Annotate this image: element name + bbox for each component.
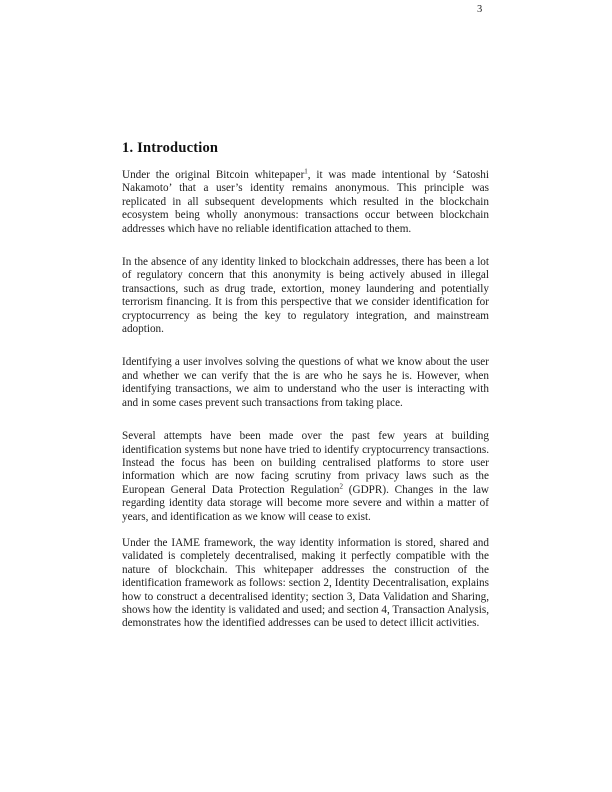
body-text xyxy=(122,169,489,631)
paragraph: Several attempts have been made over the past few years at building identification systems but none have tried to identify cryptocurrency transactions. Instead the focus has been on building centralised platforms to store user information which are now facing scrutiny from privacy laws such as the European General Data Protection Regulation$^2$ (GDPR). Changes in the law regarding identity data storage will become more severe and within a matter of years, and identification as we know will cease to exist. xyxy=(122,430,489,523)
page-content xyxy=(122,140,489,631)
footnote-reference: 2 xyxy=(339,481,344,490)
paragraph: Identifying a user involves solving the questions of what we know about the user and whether we can verify that the is are who he says he is. However, when identifying transactions, we aim to understand who the user is interacting with and in some cases prevent such transactions from taking place. xyxy=(122,356,489,409)
page-number: 3 xyxy=(477,4,483,15)
section-heading: 1. Introduction xyxy=(122,140,219,156)
paragraph: Under the original Bitcoin whitepaper$^1$, it was made intentional by ‘Satoshi Nakamoto’ that a user’s identity remains anonymous. This principle was replicated in all subsequent developments which resulted in the blockchain ecosystem being wholly anonymous: transactions occur between blockchain addresses which have no reliable identification attached to them. xyxy=(122,167,489,235)
paragraph: Under the IAME framework, the way identity information is stored, shared and validated is completely decentralised, making it perfectly compatible with the nature of blockchain. This whitepaper addresses the construction of the identification framework as follows: section 2, Identity Decentralisation, explains how to construct a decentralised identity; section 3, Data Validation and Sharing, shows how the identity is validated and used; and section 4, Transaction Analysis, demonstrates how the identified addresses can be used to detect illicit activities. xyxy=(122,536,489,630)
footnote-reference: 1 xyxy=(304,167,308,176)
paragraph: In the absence of any identity linked to blockchain addresses, there has been a lot of regulatory concern that this anonymity is being actively abused in illegal transactions, such as drug trade, extortion, money laundering and potentially terrorism financing. It is from this perspective that we consider identification for cryptocurrency as being the key to regulatory integration, and mainstream adoption. xyxy=(122,256,489,336)
